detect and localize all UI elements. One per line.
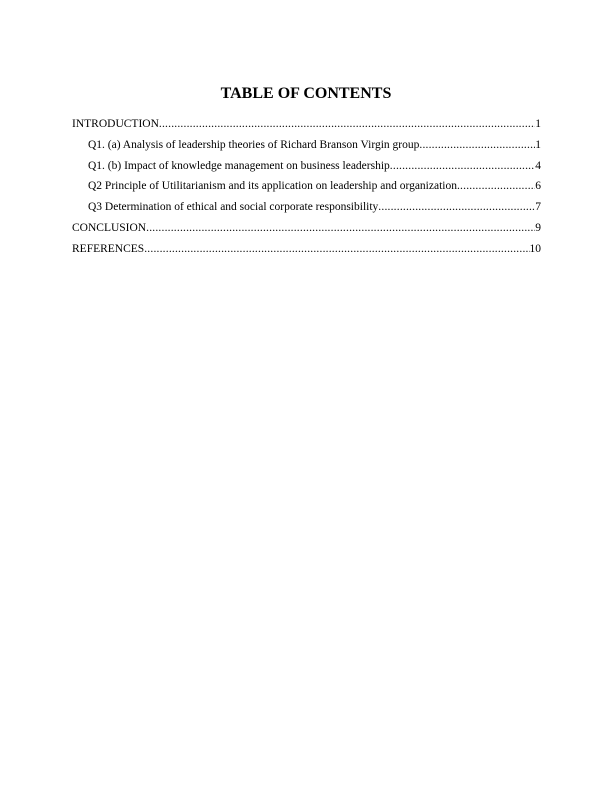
toc-dot-leader [419, 137, 535, 153]
toc-entry-label: Q2 Principle of Utilitarianism and its application on leadership and organization [88, 180, 457, 193]
toc-dot-leader [144, 241, 529, 257]
toc-entry-label: INTRODUCTION [72, 118, 159, 130]
toc-entry-q3[interactable] [72, 199, 541, 220]
toc-entry-q1a[interactable] [72, 137, 541, 158]
toc-entry-label: REFERENCES [72, 242, 145, 255]
toc-entry-q1b[interactable] [72, 158, 541, 179]
toc-entry-label: Q3 Determination of ethical and social corporate responsibility [88, 201, 379, 214]
toc-dot-leader [146, 220, 535, 236]
toc-entry-label: Q1. (a) Analysis of leadership theories of Richard Branson Virgin group [88, 138, 420, 151]
toc-entry-introduction[interactable] [72, 116, 541, 137]
toc-dot-leader [390, 158, 535, 174]
toc-page-number: 4 [535, 159, 541, 172]
toc-page-number: 10 [529, 242, 541, 255]
toc-page-number: 7 [535, 201, 541, 214]
toc-dot-leader [378, 199, 535, 215]
toc-entry-q2[interactable] [72, 178, 541, 199]
toc-list [72, 116, 541, 262]
toc-entry-references[interactable] [72, 241, 541, 262]
toc-dot-leader [159, 116, 535, 132]
toc-entry-conclusion[interactable] [72, 220, 541, 241]
toc-dot-leader [457, 178, 535, 194]
toc-page-number: 6 [535, 180, 541, 193]
toc-entry-label: Q1. (b) Impact of knowledge management on business leadership [88, 159, 390, 172]
toc-page-number: 9 [535, 221, 541, 234]
toc-page-number: 1 [535, 138, 541, 151]
toc-title: TABLE OF CONTENTS [220, 85, 392, 102]
toc-entry-label: CONCLUSION [72, 221, 147, 234]
toc-page-number: 1 [535, 118, 541, 130]
